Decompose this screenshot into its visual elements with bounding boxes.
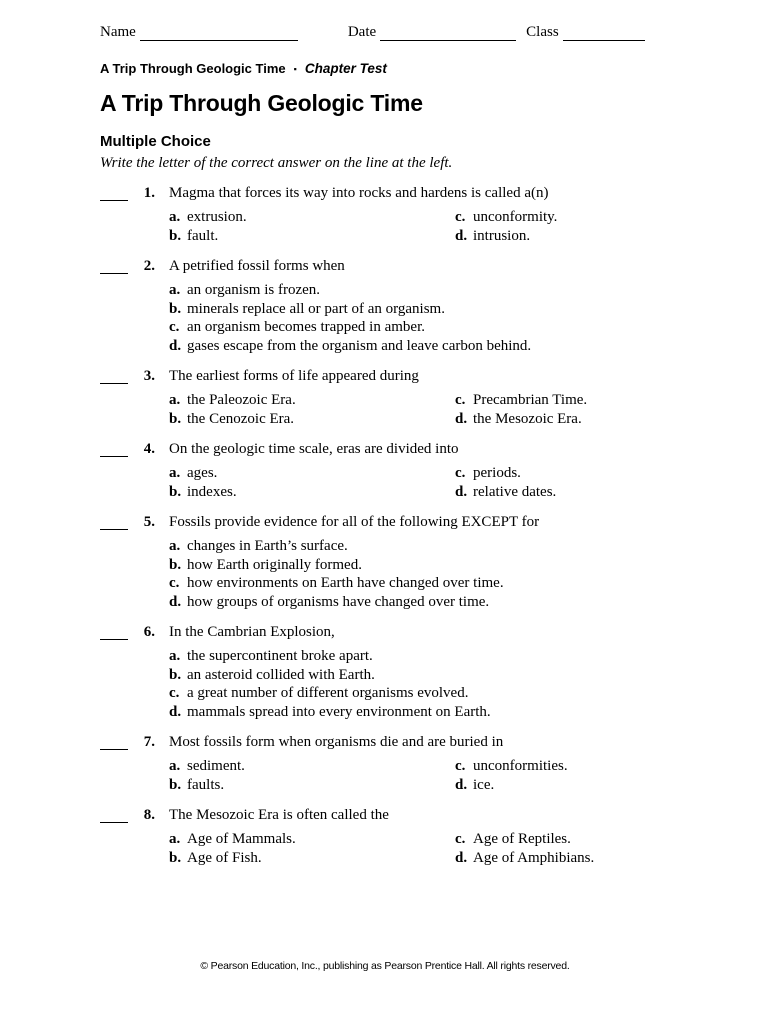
choice-text: faults.	[187, 776, 225, 793]
date-blank-line	[380, 26, 516, 41]
answer-blank-line	[100, 626, 128, 640]
question-text: Fossils provide evidence for all of the following EXCEPT for	[169, 514, 540, 530]
choices	[169, 208, 670, 245]
choice-text: a great number of different organisms evolved.	[187, 685, 469, 701]
choice-text: an organism becomes trapped in amber.	[187, 319, 425, 335]
choice	[169, 776, 455, 795]
question-text: Magma that forces its way into rocks and hardens is called a(n)	[169, 185, 549, 201]
choice-text: minerals replace all or part of an organism.	[187, 300, 445, 317]
choice-text: ice.	[473, 776, 495, 793]
question	[100, 513, 670, 611]
choice	[455, 410, 670, 429]
choice-text: indexes.	[187, 483, 237, 500]
choices	[169, 281, 670, 355]
question-head	[100, 184, 670, 203]
choice	[169, 410, 455, 429]
choice	[455, 483, 670, 502]
choice-letter: d.	[169, 593, 182, 610]
choice-letter: c.	[169, 575, 180, 591]
choice	[455, 208, 670, 227]
question-number: 1.	[143, 185, 155, 201]
choice	[455, 776, 670, 795]
question-number: 7.	[143, 734, 155, 750]
choice-letter: c.	[455, 392, 466, 408]
question-number: 4.	[143, 441, 155, 457]
choice-letter: b.	[169, 776, 182, 793]
choice	[169, 208, 455, 227]
answer-blank-line	[100, 516, 128, 530]
choice-letter: b.	[169, 666, 182, 683]
choices	[169, 464, 670, 501]
question	[100, 440, 670, 501]
name-date-class-row	[100, 24, 670, 41]
choice-letter: c.	[455, 831, 466, 847]
choices	[169, 757, 670, 794]
choice	[455, 464, 670, 483]
answer-blank-line	[100, 187, 128, 201]
question-head	[100, 367, 670, 386]
choice-text: fault.	[187, 227, 219, 244]
choice-letter: a.	[169, 538, 181, 554]
choice	[455, 757, 670, 776]
choice-letter: c.	[455, 465, 466, 481]
choice	[169, 318, 670, 337]
choice-text: intrusion.	[473, 227, 531, 244]
choice-letter: b.	[169, 483, 182, 500]
choice-text: the Mesozoic Era.	[473, 410, 582, 427]
choice-text: an organism is frozen.	[187, 282, 321, 298]
choice	[455, 391, 670, 410]
choice-letter: a.	[169, 392, 181, 408]
choice	[169, 593, 670, 612]
choice-text: unconformity.	[473, 209, 558, 225]
choice-letter: c.	[455, 209, 466, 225]
choice	[169, 556, 670, 575]
choice-text: gases escape from the organism and leave carbon behind.	[187, 337, 532, 354]
choice	[169, 537, 670, 556]
question-number: 2.	[143, 258, 155, 274]
choice	[169, 684, 670, 703]
choice	[169, 703, 670, 722]
question-number: 8.	[143, 807, 155, 823]
choice	[169, 227, 455, 246]
question-text: A petrified fossil forms when	[169, 258, 345, 274]
choice-letter: d.	[455, 227, 468, 244]
question	[100, 623, 670, 721]
choice-letter: c.	[169, 319, 180, 335]
choice-letter: d.	[455, 776, 468, 793]
question	[100, 733, 670, 794]
answer-blank-line	[100, 443, 128, 457]
choice-text: Age of Amphibians.	[473, 849, 595, 866]
choice-text: the Paleozoic Era.	[187, 392, 296, 408]
choice-text: Age of Mammals.	[187, 831, 296, 847]
question	[100, 257, 670, 355]
choice-letter: d.	[169, 703, 182, 720]
section-instructions: Write the letter of the correct answer on the line at the left.	[100, 155, 453, 171]
choice	[169, 574, 670, 593]
question-head	[100, 513, 670, 532]
page-title: A Trip Through Geologic Time	[100, 90, 423, 116]
question	[100, 806, 670, 867]
choice-letter: a.	[169, 758, 181, 774]
question	[100, 367, 670, 428]
choice-letter: a.	[169, 209, 181, 225]
choice-letter: c.	[169, 685, 180, 701]
choice-text: sediment.	[187, 758, 245, 774]
choice	[455, 849, 670, 868]
question-text: In the Cambrian Explosion,	[169, 624, 335, 640]
name-label: Name	[100, 24, 136, 40]
question-head	[100, 440, 670, 459]
question-text: On the geologic time scale, eras are divided into	[169, 441, 459, 457]
choice-text: an asteroid collided with Earth.	[187, 666, 375, 683]
choice-text: mammals spread into every environment on Earth.	[187, 703, 491, 720]
questions-list	[100, 184, 670, 867]
choice	[169, 666, 670, 685]
section-heading: Multiple Choice	[100, 133, 211, 150]
choice-text: Age of Fish.	[187, 849, 262, 866]
choice-text: relative dates.	[473, 483, 557, 500]
question	[100, 184, 670, 245]
choice-letter: d.	[169, 337, 182, 354]
choices	[169, 830, 670, 867]
question-number: 5.	[143, 514, 155, 530]
choice-text: extrusion.	[187, 209, 247, 225]
choice-text: changes in Earth’s surface.	[187, 538, 348, 554]
question-number: 6.	[143, 624, 155, 640]
choice	[169, 281, 670, 300]
choice-text: unconformities.	[473, 758, 568, 774]
choices	[169, 537, 670, 611]
square-bullet-icon: ▪	[293, 63, 297, 74]
choices	[169, 647, 670, 721]
question-head	[100, 257, 670, 276]
question-text: The Mesozoic Era is often called the	[169, 807, 389, 823]
choice	[455, 830, 670, 849]
choice-letter: a.	[169, 465, 181, 481]
choice-text: how environments on Earth have changed over time.	[187, 575, 504, 591]
choice-letter: a.	[169, 648, 181, 664]
copyright-footer: © Pearson Education, Inc., publishing as Pearson Prentice Hall. All rights reserved.	[200, 960, 570, 972]
choice-text: Precambrian Time.	[473, 392, 588, 408]
choice	[169, 647, 670, 666]
choice-letter: b.	[169, 849, 182, 866]
running-head	[100, 61, 670, 76]
choice	[169, 757, 455, 776]
choice	[169, 391, 455, 410]
choice	[169, 849, 455, 868]
choice-text: how Earth originally formed.	[187, 556, 362, 573]
choice	[169, 464, 455, 483]
choice-letter: d.	[455, 849, 468, 866]
answer-blank-line	[100, 370, 128, 384]
answer-blank-line	[100, 260, 128, 274]
class-label: Class	[526, 24, 559, 40]
choice-letter: d.	[455, 410, 468, 427]
question-head	[100, 733, 670, 752]
choice-letter: b.	[169, 227, 182, 244]
choice	[169, 300, 670, 319]
choice-letter: a.	[169, 831, 181, 847]
date-label: Date	[347, 24, 377, 40]
choice-text: how groups of organisms have changed over time.	[187, 593, 490, 610]
choice	[169, 830, 455, 849]
choice-text: Age of Reptiles.	[473, 831, 571, 847]
choice-letter: c.	[455, 758, 466, 774]
class-blank-line	[563, 26, 645, 41]
choices	[169, 391, 670, 428]
answer-blank-line	[100, 809, 128, 823]
choice	[169, 483, 455, 502]
name-blank-line	[140, 26, 298, 41]
running-head-test-type: Chapter Test	[304, 61, 387, 76]
choice	[169, 337, 670, 356]
question-head	[100, 623, 670, 642]
choice-letter: b.	[169, 300, 182, 317]
choice-letter: b.	[169, 410, 182, 427]
choice-letter: d.	[455, 483, 468, 500]
question-text: The earliest forms of life appeared during	[169, 368, 419, 384]
question-head	[100, 806, 670, 825]
choice-letter: a.	[169, 282, 181, 298]
choice	[455, 227, 670, 246]
answer-blank-line	[100, 736, 128, 750]
choice-text: the supercontinent broke apart.	[187, 648, 373, 664]
choice-text: the Cenozoic Era.	[187, 410, 295, 427]
question-number: 3.	[143, 368, 155, 384]
choice-text: periods.	[473, 465, 521, 481]
running-head-unit-title: A Trip Through Geologic Time	[100, 61, 286, 76]
question-text: Most fossils form when organisms die and are buried in	[169, 734, 504, 750]
choice-letter: b.	[169, 556, 182, 573]
choice-text: ages.	[187, 465, 218, 481]
